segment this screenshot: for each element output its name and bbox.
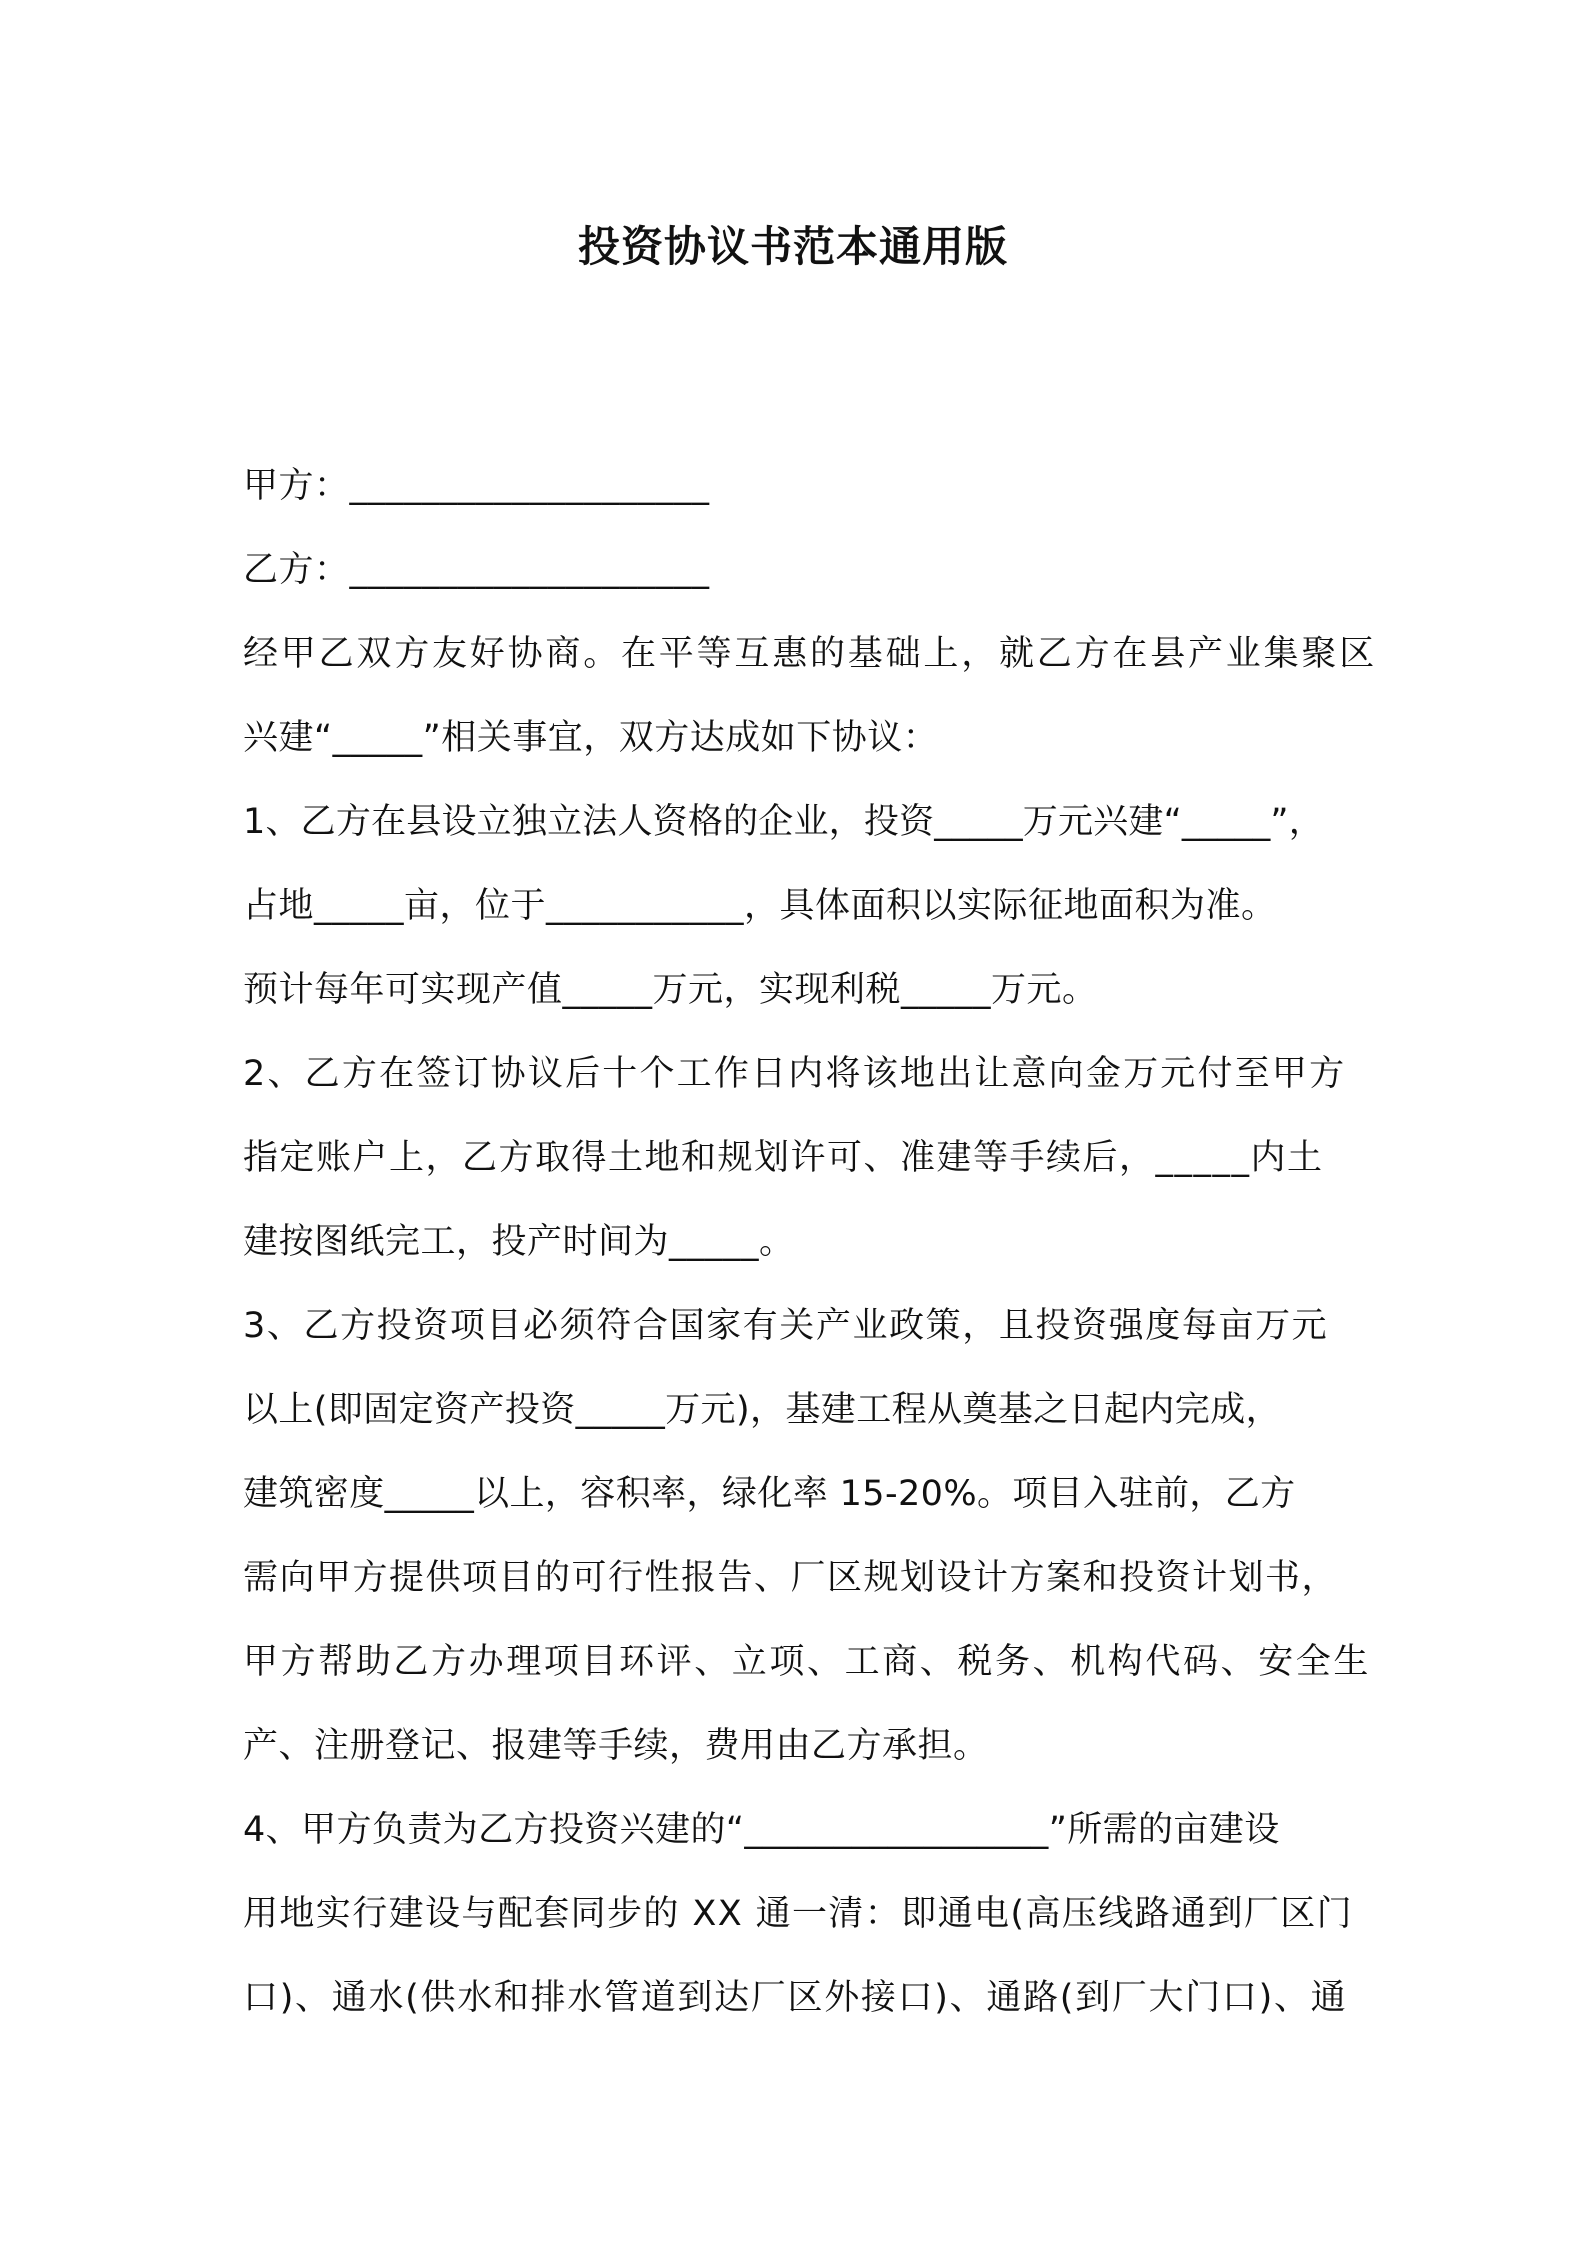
clause-3-line: 3、乙方投资项目必须符合国家有关产业政策，且投资强度每亩万元 — [243, 1306, 1329, 1346]
paragraph-line: 兴建“_____”相关事宜，双方达成如下协议： — [243, 718, 939, 758]
clause-3-line: 甲方帮助乙方办理项目环评、立项、工商、税务、机构代码、安全生 — [243, 1642, 1372, 1682]
party-a-line: 甲方：____________________ — [243, 466, 710, 506]
clause-4-line: 用地实行建设与配套同步的 XX 通一清：即通电(高压线路通到厂区门 — [243, 1894, 1354, 1934]
party-b-line: 乙方：____________________ — [243, 550, 710, 590]
clause-3-line: 需向甲方提供项目的可行性报告、厂区规划设计方案和投资计划书， — [243, 1558, 1339, 1598]
clause-3-line: 产、注册登记、报建等手续，费用由乙方承担。 — [243, 1726, 989, 1766]
clause-2-line: 建按图纸完工，投产时间为_____。 — [243, 1222, 795, 1262]
clause-4-line: 口)、通水(供水和排水管道到达厂区外接口)、通路(到厂大门口)、通 — [243, 1978, 1348, 2018]
clause-3-line: 建筑密度_____以上，容积率，绿化率 15-20%。项目入驻前，乙方 — [243, 1474, 1296, 1514]
clause-2-line: 2、乙方在签订协议后十个工作日内将该地出让意向金万元付至甲方 — [243, 1054, 1347, 1094]
clause-4-line: 4、甲方负责为乙方投资兴建的“_________________”所需的亩建设 — [243, 1810, 1280, 1850]
paragraph-line: 经甲乙双方友好协商。在平等互惠的基础上，就乙方在县产业集聚区 — [243, 634, 1378, 674]
clause-1-line: 占地_____亩，位于___________，具体面积以实际征地面积为准。 — [243, 886, 1277, 926]
clause-1-line: 1、乙方在县设立独立法人资格的企业，投资_____万元兴建“_____”， — [243, 802, 1324, 842]
document-title: 投资协议书范本通用版 — [577, 222, 1008, 271]
clause-3-line: 以上(即固定资产投资_____万元)，基建工程从奠基之日起内完成， — [243, 1390, 1282, 1430]
clause-2-line: 指定账户上，乙方取得土地和规划许可、准建等手续后，_____内土 — [243, 1138, 1324, 1178]
document-body — [243, 444, 1378, 2040]
clause-1-line: 预计每年可实现产值_____万元，实现利税_____万元。 — [243, 970, 1098, 1010]
